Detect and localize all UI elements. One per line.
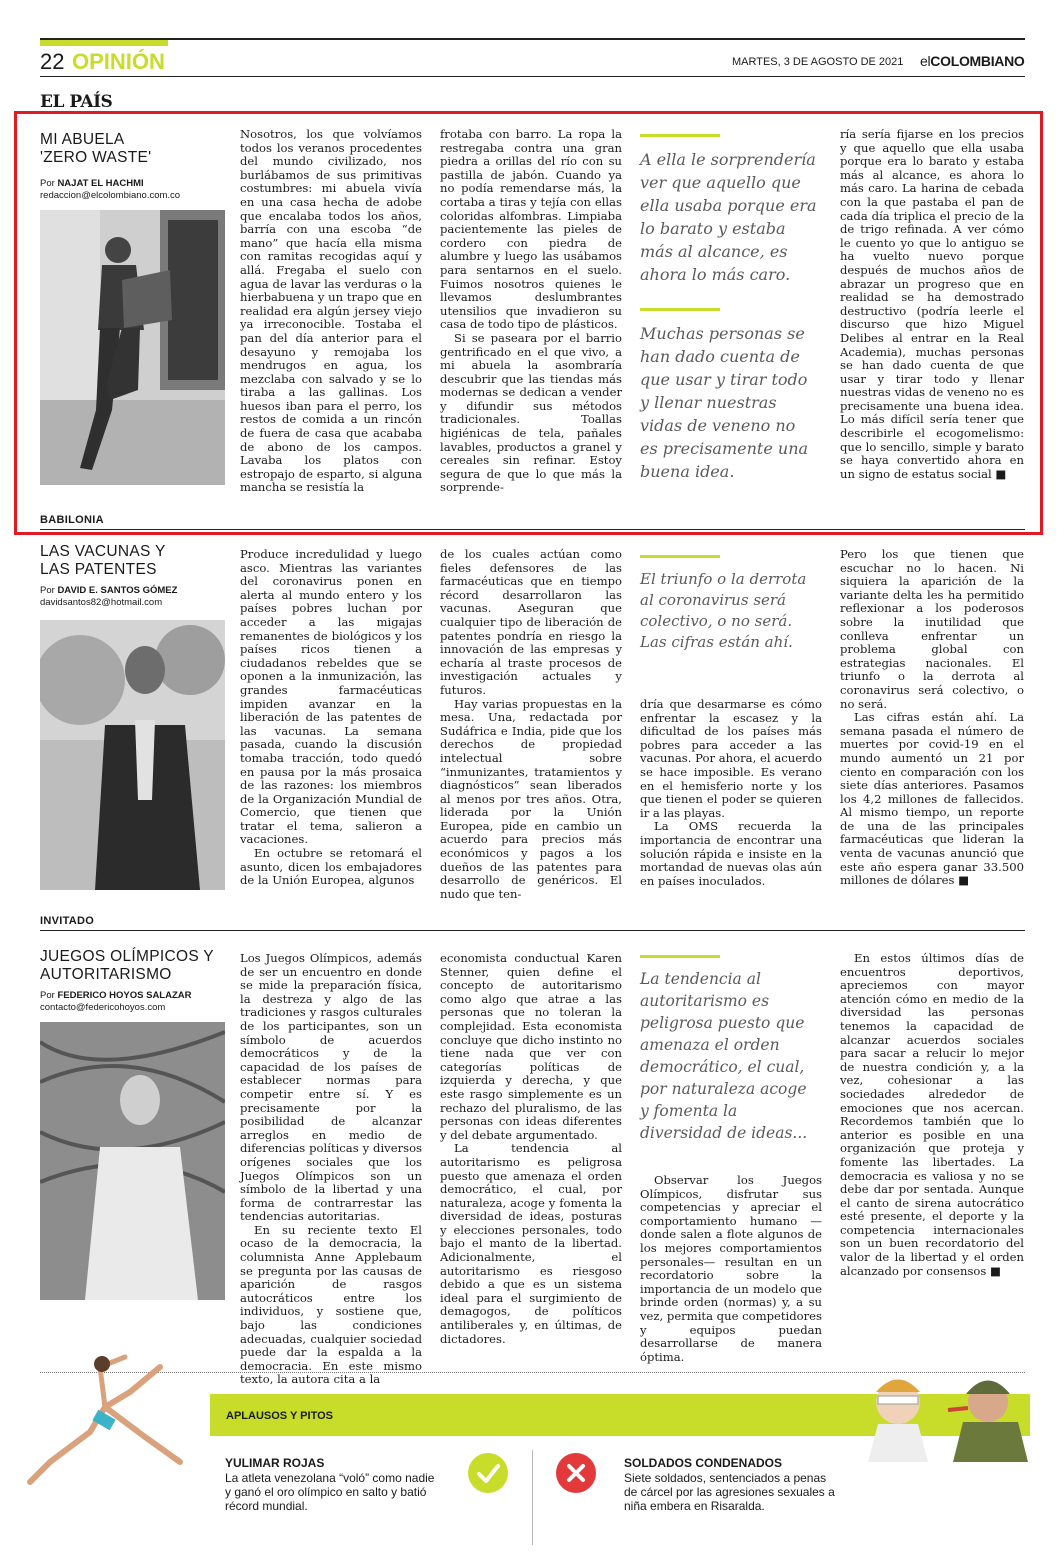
paragraph: Observar los Juegos Olímpicos, disfrutar sus competencias y apreciar el comportamiento humano —donde salen a flote algunos de los mejores comportamientos personales— resultan en un recordatorio sobre la importancia de un modelo que brinde orden (normas) y, a su vez, permita que competidores y equipos puedan desarrollarse de manera óptima. xyxy=(640,1173,822,1364)
quote-accent-bar xyxy=(640,955,720,958)
paragraph: Nosotros, los que volvíamos todos los veranos procedentes del mundo civilizado, nos burlábamos de sus primitivas costumbres: mi abuela vivía en una casa hecha de adobe que encalaba todos los años, barría con una escoba “de mano” que hacía ella misma con ramitas recogidas aquí y allá. Fregaba el suelo con agua de lavar las verduras o la hierbabuena y un trapo que en realidad era algún jersey viejo ya irreconocible. Tostaba el pan del día anterior para el desayuno y remojaba los mendrugos en agua, los mezclaba con salvado y se lo tiraba a las gallinas. Los huesos iban para el perro, los restos de comida a un rincón de fuera de casa que acababa de abono de los campos. Lavaba los platos con estropajo de esparto, si alguna mancha se resistía la xyxy=(240,127,422,495)
author-email: redaccion@elcolombiano.com.co xyxy=(40,190,181,201)
article1-column2 xyxy=(440,128,622,495)
aplausos-left-text: La atleta venezolana “voló” como nadie y ganó el oro olímpico en salto y batió récord mundial. xyxy=(225,1471,435,1513)
paragraph: Hay varias propuestas en la mesa. Una, redactada por Sudáfrica e India, pide que los derechos de propiedad intelectual sobre “inmunizantes, tratamientos y diagnósticos” sean liberados al menos por tres años. Otra, liderada por la Unión Europea, pide en cambio un acuerdo para precios más económicos y pagos a los dueños de las patentes para desarrollo de genéricos. El nudo que ten- xyxy=(440,696,622,901)
article1-pull-quote-1: A ella le sorprendería ver que aquello que ella usaba porque era lo barato y estaba más al alcance, es ahora lo más caro. xyxy=(640,150,817,284)
quote-accent-bar xyxy=(640,555,720,558)
aplausos-heading: APLAUSOS Y PITOS xyxy=(226,1410,333,1422)
author-photo-santos xyxy=(40,620,225,890)
article2-pull-quote: El triunfo o la derrota al coronavirus será colectivo, o no será. Las cifras están ahí. xyxy=(640,570,807,651)
paragraph: La tendencia al autoritarismo es peligrosa puesto que amenaza el orden democrático, el cual, por naturaleza, acoge y fomenta la diversidad de ideas, posturas y elecciones personales, todo bajo el manto de la libertad. Adicionalmente, el autoritarismo es riesgoso debido a que es un sistema ideal para el surgimiento de demagogos, de políticos antiliberales y, en últimas, de dictadores. xyxy=(440,1141,622,1346)
author-name: FEDERICO HOYOS SALAZAR xyxy=(57,990,192,1001)
section-rule xyxy=(40,529,1025,530)
soldiers-illustration xyxy=(858,1362,1038,1462)
brand-prefix: el xyxy=(920,53,931,69)
article1-title: MI ABUELA 'ZERO WASTE' xyxy=(40,131,152,166)
article3-title: JUEGOS OLÍMPICOS Y AUTORITARISMO xyxy=(40,948,214,983)
article3-column2 xyxy=(440,952,622,1346)
author-portrait xyxy=(40,620,225,890)
article1-column4 xyxy=(840,128,1024,481)
quote-accent-bar xyxy=(640,308,720,311)
article1-pull-quote-2: Muchas personas se han dado cuenta de que usar y tirar todo y llenar nuestras vidas de veneno no es precisamente una buena idea. xyxy=(640,324,809,481)
quote-accent-bar xyxy=(640,134,720,137)
article3-column3 xyxy=(640,1174,822,1364)
statue-photo xyxy=(40,210,225,485)
section-tag-babilonia: BABILONIA xyxy=(40,514,104,526)
paragraph: Si se paseara por el barrio gentrificado en el que vivo, a mi abuela la asombraría descubrir que las tiendas más modernas se dedican a vender y difundir sus métodos tradicionales. Toallas higiénicas de tela, pañales lavables, productos a granel y cereales sin refinar. Estoy segura de que lo que más la sorprende- xyxy=(440,330,622,495)
author-name: NAJAT EL HACHMI xyxy=(57,178,144,189)
article3-byline xyxy=(40,990,225,1014)
paragraph: En estos últimos días de encuentros deportivos, apreciemos con mayor atención cómo en medio de la diversidad las personas tenemos la capacidad de alcanzar acuerdos sociales para sacar a relucir lo mejor de nuestra condición y, a la vez, cohesionar a las sociedades alrededor de emociones que nos acercan. Recordemos también que lo anterior es posible en una organización que proteja y fomente las libertades. La democracia es valiosa y no se debe dar por sentada. Aunque el canto de sirena autocrático esté presente, el deporte y la competencia internacionales son un buen recordatorio del valor de la libertad y el orden alcanzado por consensos ■ xyxy=(840,951,1024,1278)
article2-column3 xyxy=(640,698,822,888)
cross-icon xyxy=(556,1453,596,1493)
paragraph: Las cifras están ahí. La semana pasada el número de muertes por covid-19 en el mundo aumentó un 21 por ciento en comparación con los siete días anteriores. Pasamos los 4,2 millones de fallecidos. Al mismo tiempo, un reporte de una de las principales farmacéuticas que lideran la venta de vacunas anunció que este año espera ganar 33.500 millones de dólares ■ xyxy=(840,710,1024,888)
author-portrait xyxy=(40,1022,225,1300)
article3-column1 xyxy=(240,952,422,1387)
brand-name: COLOMBIANO xyxy=(930,53,1025,69)
article1-column1 xyxy=(240,128,422,495)
brand-logo xyxy=(920,53,1025,69)
header-accent-block xyxy=(40,40,168,46)
section-rule xyxy=(40,930,1025,931)
statue-illustration xyxy=(40,210,225,485)
header-top-rule xyxy=(40,38,1025,40)
article2-column4 xyxy=(840,548,1024,888)
article1-byline xyxy=(40,178,225,202)
paragraph: En su reciente texto El ocaso de la democracia, la columnista Anne Applebaum se pregunta por las causas de aparición de rasgos autocráticos entre los individuos, y sostiene que, bajo las condiciones adecuadas, cualquier sociedad puede dar la espalda a la democracia. En este mismo texto, la autora cita a la xyxy=(240,1222,422,1387)
page-number: 22 xyxy=(40,49,65,74)
by-prefix: Por xyxy=(40,990,55,1001)
paragraph: dría que desarmarse es cómo enfrentar la escasez y la dificultad de los países más pobres para acceder a las vacunas. Por ahora, el acuerdo se hace imposible. Es verano en el hemisferio norte y los que tienen el poder se quieren ir a las playas. xyxy=(640,697,822,820)
by-prefix: Por xyxy=(40,178,55,189)
paragraph: frotaba con barro. La ropa la restregaba contra una gran piedra a orillas del río con su pastilla de jabón. Cuando ya no podía remendarse más, la cortaba a tiras y tejía con ellas coloridas alfombras. Limpiaba pacientemente las pieles de cordero con piedra de alumbre y luego las usábamos para sentarnos en el suelo. Fuimos nosotros quienes le llevamos deslumbrantes utensilios que invadieron su casa de todo tipo de plásticos. xyxy=(440,127,622,332)
by-prefix: Por xyxy=(40,585,55,596)
header-date: MARTES, 3 DE AGOSTO DE 2021 xyxy=(732,56,904,68)
check-icon xyxy=(468,1453,508,1493)
paragraph: La OMS recuerda la importancia de encontrar una solución rápida e insiste en la mortandad de nuevas olas aún en países inoculados. xyxy=(640,819,822,888)
aplausos-divider xyxy=(532,1450,533,1545)
article2-column2 xyxy=(440,548,622,901)
el-pais-logo: EL PAÍS xyxy=(40,92,113,112)
header-bottom-rule xyxy=(40,76,1025,77)
paragraph: ría sería fijarse en los precios y que aquello que ella usaba porque era lo barato y estaba más al alcance, es ahora lo más caro. La harina de cebada con la que pastaba el pan de cada día triplica el precio de la de trigo refinada. A ver cómo le cuento yo que lo antiguo se ha vuelto nuevo porque después de muchos años de abrazar un progreso que en realidad se ha demostrado destructivo (podría leerle el discurso que hizo Miguel Delibes al entrar en la Real Academia), muchas personas se han dado cuenta de que usar y tirar todo y llenar nuestras vidas de veneno no es precisamente una buena idea. Lo más difícil sería tener que describirle el ecogomelismo: que lo sencillo, simple y barato se haya convertido ahora en un signo de estatus social ■ xyxy=(840,127,1024,481)
paragraph: En octubre se retomará el asunto, dicen los embajadores de la Unión Europea, algunos xyxy=(240,846,422,888)
paragraph: Produce incredulidad y luego asco. Mientras las variantes del coronavirus ponen en alerta al mundo entero y los países pobres luchan por acceder a las migajas remanentes de biológicos y los países ricos tienen a ciudadanos rebeldes que se oponen a la inmunización, las grandes farmacéuticas impiden avanzar en la liberación de las patentes de las vacunas. La semana pasada, cuando la discusión tomaba tracción, todo quedó en pausa por la más prosaica de las razones: los miembros de la Organización Mundial de Comercio, que tienen que tratar el tema, salieron a vacaciones. xyxy=(240,547,422,847)
article2-title: LAS VACUNAS Y LAS PATENTES xyxy=(40,543,166,578)
author-email: contacto@federicohoyos.com xyxy=(40,1002,166,1013)
section-title: OPINIÓN xyxy=(72,49,165,74)
author-photo-hoyos xyxy=(40,1022,225,1300)
aplausos-right-text: Siete soldados, sentenciados a penas de cárcel por las agresiones sexuales a niña embera en Risaralda. xyxy=(624,1471,835,1513)
paragraph: Pero los que tienen que escuchar no lo hacen. Ni siquiera la aparición de la variante delta les ha permitido reflexionar a los poderosos sobre la inutilidad que conlleva enfrentar un problema global con estrategias nacionales. El triunfo o la derrota al coronavirus será colectivo, o no será. xyxy=(840,547,1024,711)
aplausos-right-name: SOLDADOS CONDENADOS xyxy=(624,1456,783,1470)
runner-illustration xyxy=(10,1352,210,1497)
paragraph: Los Juegos Olímpicos, además de ser un encuentro en donde se mide la preparación física, la destreza y algo de las tradiciones y rasgos culturales de los participantes, son un símbolo de acuerdos democráticos y de la capacidad de los países de establecer normas para competir entre sí. Y es precisamente por la posibilidad de alcanzar arreglos en medio de diferencias políticas y diversos orígenes sociales que los Juegos Olímpicos son un símbolo de la libertad y una forma de contrarrestar las tendencias autoritarias. xyxy=(240,951,422,1224)
article2-column1 xyxy=(240,548,422,888)
article3-column4 xyxy=(840,952,1024,1278)
article2-byline xyxy=(40,585,225,609)
author-email: davidsantos82@hotmail.com xyxy=(40,597,163,608)
section-tag-invitado: INVITADO xyxy=(40,915,95,927)
article3-pull-quote: La tendencia al autoritarismo es peligrosa puesto que amenaza el orden democrático, el cual, por naturaleza acoge y fomenta la diversidad de ideas... xyxy=(640,970,808,1142)
paragraph: economista conductual Karen Stenner, quien define el concepto de autoritarismo como algo que atrae a las personas que no toleran la complejidad. Esta economista concluye que dicho instinto no tiene nada que ver con categorías políticas de izquierda y derecha, y que este rasgo simplemente es un rechazo del pluralismo, de las personas con ideas diferentes y del debate argumentado. xyxy=(440,951,622,1142)
author-name: DAVID E. SANTOS GÓMEZ xyxy=(57,585,178,596)
paragraph: de los cuales actúan como fieles defensores de las farmacéuticas que en tiempo récord desarrollaron las vacunas. Aseguran que cualquier tipo de liberación de patentes pondría en riesgo la innovación de las empresas y echaría al traste procesos de investigación actuales y futuros. xyxy=(440,547,622,697)
aplausos-left-name: YULIMAR ROJAS xyxy=(225,1456,325,1470)
